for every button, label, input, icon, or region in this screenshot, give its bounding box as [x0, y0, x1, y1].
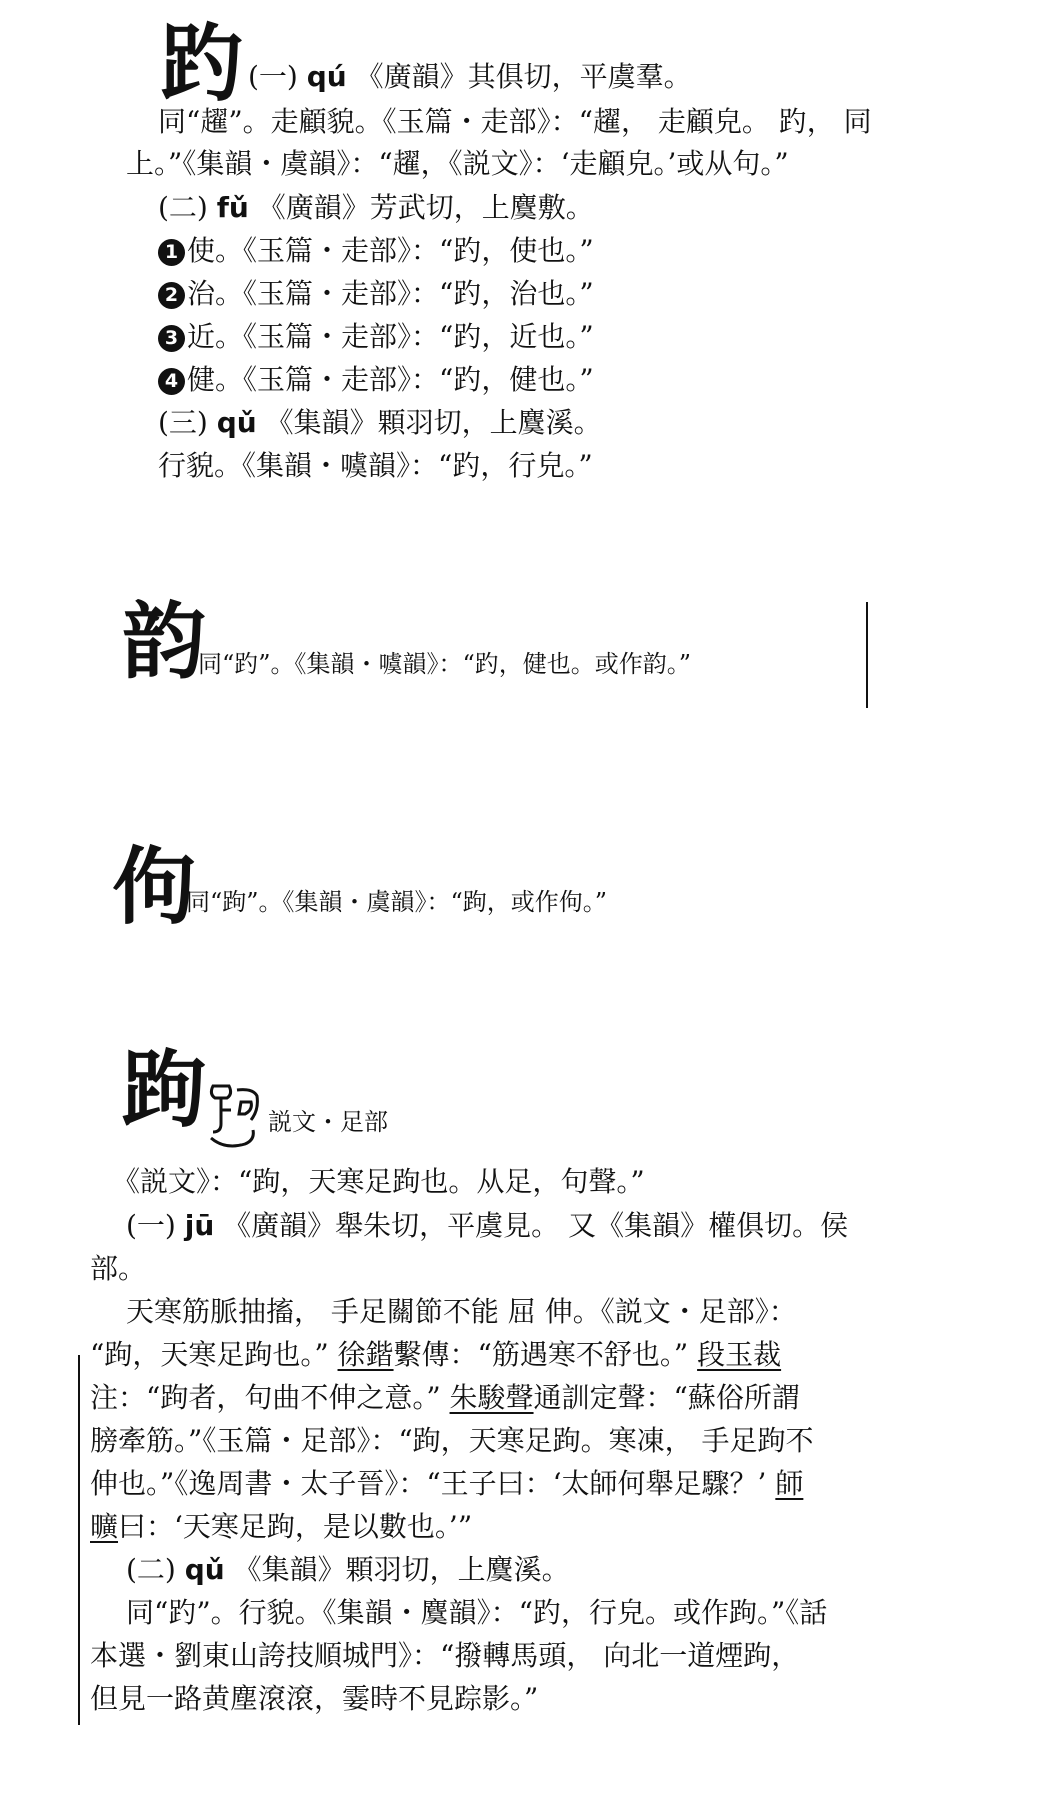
text-run: 注：“跔者，句曲不伸之意。”: [90, 1381, 450, 1414]
text-run: 上。”《集韻・虞韻》：“趯，《説文》：‘走顧皃。’或从句。”: [126, 147, 789, 180]
text-run: (二): [158, 191, 217, 224]
entry-line: [90, 1424, 814, 1458]
pinyin: qǔ: [216, 406, 257, 439]
entry-line: [90, 1682, 538, 1716]
text-run: 同“趵”。《集韻・噳韻》：“趵，健也。或作韵。”: [198, 650, 692, 678]
text-run: 通訓定聲：“蘇俗所謂: [533, 1381, 800, 1414]
entry-headword: 韵: [122, 592, 207, 691]
text-run: 健。《玉篇・走部》：“趵，健也。”: [187, 363, 594, 396]
text-run: (二): [126, 1553, 185, 1586]
seal-script-glyph: [205, 1080, 263, 1158]
margin-rule: [78, 1355, 80, 1725]
seal-stroke: [213, 1098, 231, 1132]
person-name: 曠: [90, 1510, 119, 1543]
text-run: 同“跔”。《集韻・虞韻》：“跔，或作佝。”: [186, 888, 608, 916]
entry-line: [126, 1596, 827, 1630]
column-rule: [866, 602, 868, 708]
pinyin: fǔ: [216, 191, 249, 224]
seal-label: 説文・足部: [268, 1108, 388, 1136]
text-run: 行貌。《集韻・噳韻》：“趵，行皃。”: [158, 449, 593, 482]
text-run: 同“趯”。走顧貌。《玉篇・走部》：“趯， 走顧皃。 趵， 同: [158, 105, 872, 138]
text-run: 《廣韻》舉朱切，平虞見。 又《集韻》權俱切。侯: [214, 1209, 849, 1242]
text-run: 近。《玉篇・走部》：“趵，近也。”: [187, 320, 594, 353]
text-run: (一): [248, 60, 307, 93]
text-run: 《説文》：“跔，天寒足跔也。从足，句聲。”: [112, 1165, 645, 1198]
entry-line: [158, 449, 593, 483]
text-run: 《廣韻》其俱切，平虞羣。: [346, 60, 692, 93]
text-run: “跔，天寒足跔也。”: [90, 1338, 338, 1371]
text-run: 《集韻》顆羽切，上麌溪。: [256, 406, 602, 439]
entry-line: [112, 1165, 645, 1199]
text-run: 治。《玉篇・走部》：“趵，治也。”: [187, 277, 594, 310]
entry-line: [158, 191, 594, 225]
entry-line: [158, 320, 594, 354]
text-run: (三): [158, 406, 217, 439]
text-run: 本選・劉東山誇技順城門》：“撥轉馬頭， 向北一道煙跔，: [90, 1639, 800, 1672]
entry-line: [198, 650, 691, 679]
entry-line: [90, 1381, 800, 1415]
entry-line: [158, 277, 594, 311]
entry-line: [90, 1639, 799, 1673]
entry-line: [126, 1209, 848, 1243]
sense-number: 1: [158, 239, 185, 266]
text-run: 繫傳：“筋遇寒不舒也。”: [393, 1338, 698, 1371]
entry-line: [158, 234, 594, 268]
person-name: 朱駿聲: [449, 1381, 534, 1414]
entry-line: [158, 406, 602, 440]
text-run: 使。《玉篇・走部》：“趵，使也。”: [187, 234, 594, 267]
text-run: 《集韻》顆羽切，上麌溪。: [224, 1553, 570, 1586]
entry-line: [126, 147, 789, 181]
seal-stroke: [237, 1090, 257, 1120]
text-run: 天寒筋脈抽搐， 手足關節不能 屈 伸。《説文・足部》：: [126, 1295, 797, 1328]
person-name: 師: [775, 1467, 804, 1500]
text-run: 曰：‘天寒足跔，是以數也。’”: [118, 1510, 473, 1543]
text-run: 同“趵”。行貌。《集韻・麌韻》：“趵，行皃。或作跔。”《話: [126, 1596, 828, 1629]
entry-headword: 趵: [160, 14, 245, 113]
entry-headword: 佝: [112, 837, 197, 936]
sense-number: 4: [158, 368, 185, 395]
entry-line: [90, 1510, 472, 1544]
entry-headword: 跔: [122, 1040, 207, 1139]
person-name: 徐鍇: [337, 1338, 394, 1371]
sense-number: 3: [158, 325, 185, 352]
text-run: 部。: [90, 1252, 147, 1285]
entry-line: [90, 1467, 803, 1501]
entry-line: [158, 105, 872, 139]
text-run: (一): [126, 1209, 185, 1242]
pinyin: qǔ: [184, 1553, 225, 1586]
entry-line: [90, 1252, 146, 1286]
pinyin: jū: [184, 1209, 215, 1242]
text-run: 伸也。”《逸周書・太子晉》：“王子曰：‘太師何舉足驟？’: [90, 1467, 776, 1500]
entry-line: [90, 1338, 781, 1372]
text-run: 《廣韻》芳武切，上麌敷。: [248, 191, 594, 224]
person-name: 段玉裁: [697, 1338, 782, 1371]
entry-line: [126, 1295, 797, 1329]
entry-line: [126, 1553, 570, 1587]
text-run: 但見一路黄塵滾滾，霎時不見踪影。”: [90, 1682, 539, 1715]
entry-line: [248, 60, 692, 94]
text-run: 膀牽筋。”《玉篇・足部》：“跔，天寒足跔。寒凍， 手足跔不: [90, 1424, 814, 1457]
pinyin: qú: [306, 60, 347, 93]
entry-line: [158, 363, 594, 397]
sense-number: 2: [158, 282, 185, 309]
entry-line: [186, 888, 607, 917]
seal-stroke: [211, 1086, 230, 1098]
